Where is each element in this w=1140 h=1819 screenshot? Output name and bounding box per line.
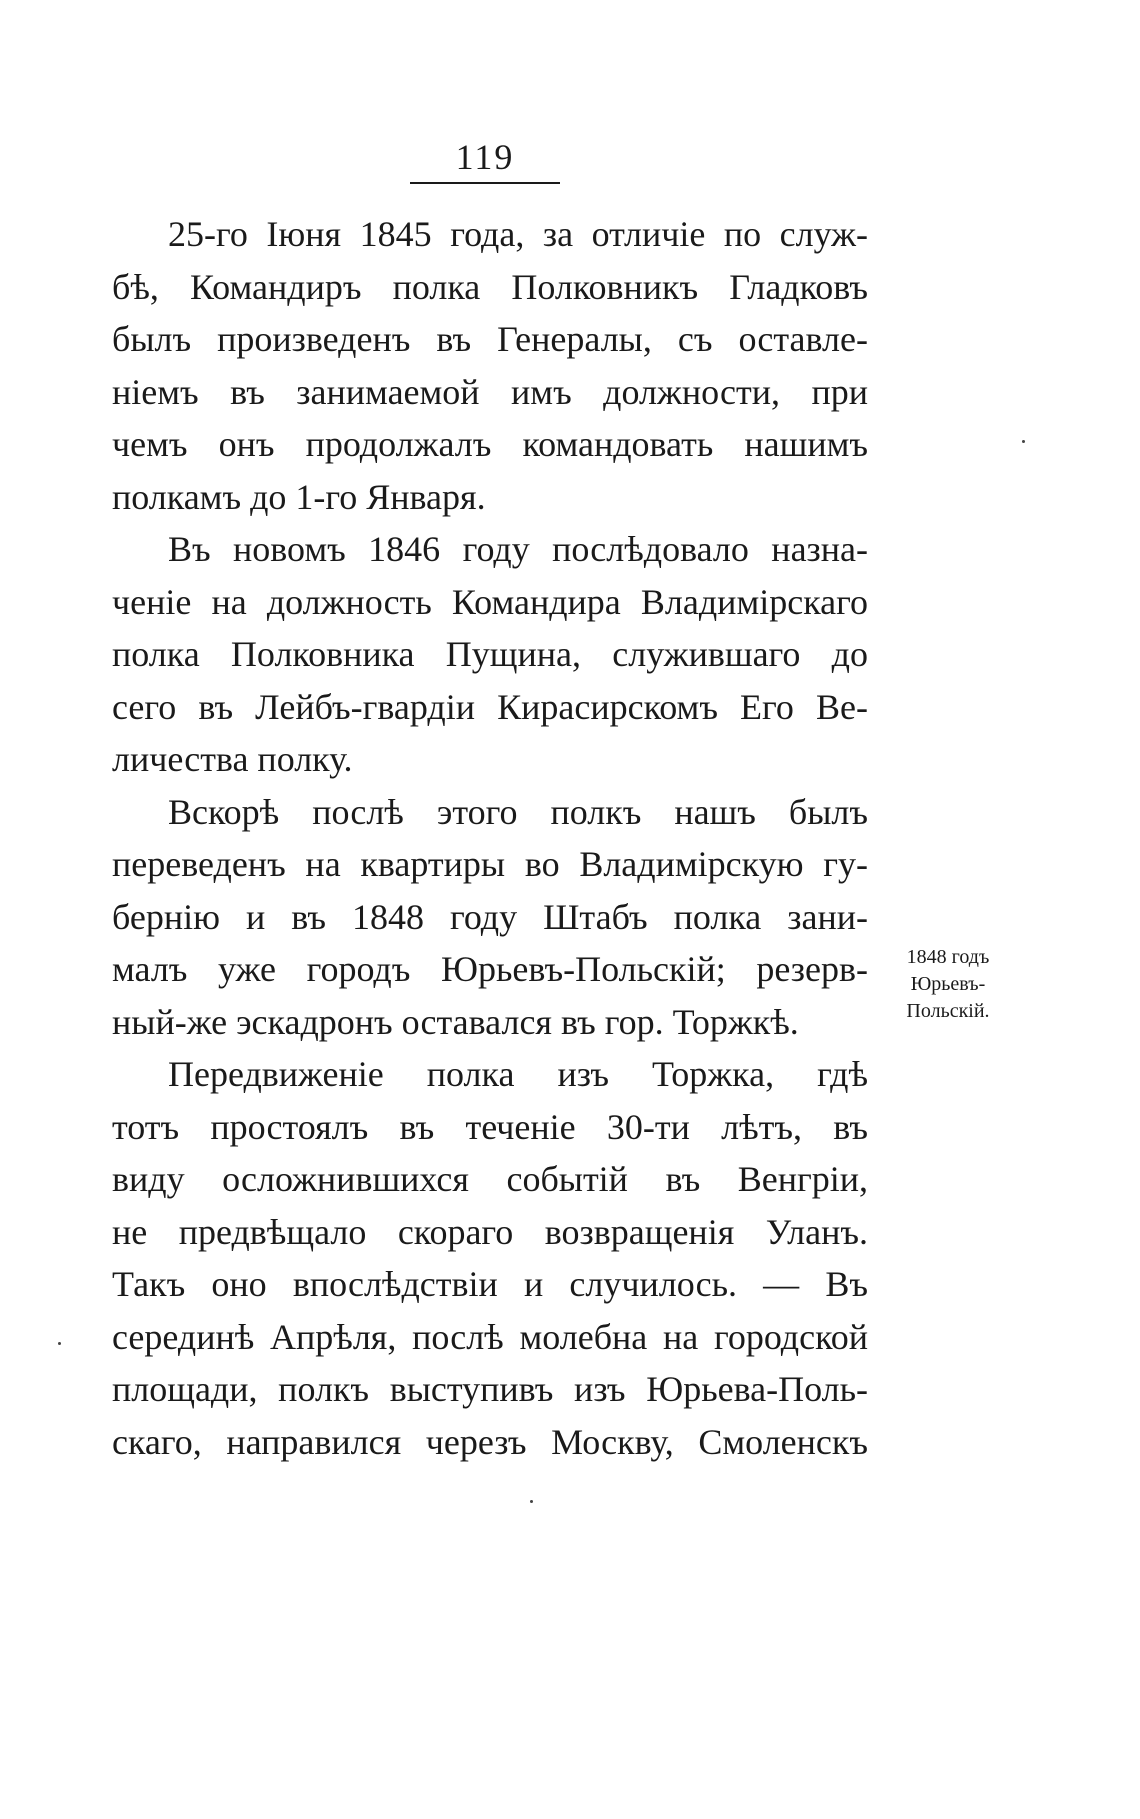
text-line: переведенъ на квартиры во Владимірскую гу-	[112, 844, 868, 884]
text-line: площади, полкъ выступивъ изъ Юрьева-Поль-	[112, 1369, 868, 1409]
text-line: личества полку.	[112, 739, 353, 779]
text-line: полкамъ до 1-го Января.	[112, 476, 486, 517]
text-line: ніемъ въ занимаемой имъ должности, при	[112, 371, 868, 412]
text-line: Въ новомъ 1846 году послѣдовало назна-	[168, 529, 868, 569]
text-line: тотъ простоялъ въ теченіе 30-ти лѣтъ, въ	[112, 1106, 868, 1147]
margin-note-line: 1848 годъ	[906, 946, 990, 968]
text-line: былъ произведенъ въ Генералы, съ оставле-	[112, 319, 868, 359]
text-line: серединѣ Апрѣля, послѣ молебна на городской	[112, 1316, 868, 1357]
page-number: 119	[455, 137, 515, 177]
margin-note-line: Юрьевъ-	[910, 973, 986, 995]
text-line: ченіе на должность Командира Владимірскаго	[112, 581, 868, 622]
text-line: Вскорѣ послѣ этого полкъ нашъ былъ	[168, 791, 868, 832]
text-line: ный-же эскадронъ оставался въ гор. Торжкѣ.	[112, 1001, 799, 1042]
text-line: малъ уже городъ Юрьевъ-Польскій; резерв-	[112, 949, 868, 989]
text-line: Такъ оно впослѣдствіи и случилось. — Въ	[112, 1264, 868, 1304]
text-line: скаго, направился черезъ Москву, Смоленскъ	[112, 1421, 868, 1462]
text-line: не предвѣщало скораго возвращенія Уланъ.	[112, 1211, 868, 1252]
scan-speck	[530, 1500, 533, 1503]
text-line: бернію и въ 1848 году Штабъ полка зани-	[112, 896, 868, 937]
margin-note	[878, 944, 1018, 1025]
scan-speck	[58, 1342, 61, 1345]
page-number-rule	[410, 182, 560, 184]
text-line: Передвиженіе полка изъ Торжка, гдѣ	[168, 1054, 868, 1094]
body-text	[112, 208, 868, 1468]
text-line: бѣ, Командиръ полка Полковникъ Гладковъ	[112, 266, 868, 307]
text-line: чемъ онъ продолжалъ командовать нашимъ	[112, 424, 868, 464]
margin-note-line: Польскій.	[906, 1000, 990, 1022]
text-line: виду осложнившихся событій въ Венгріи,	[112, 1159, 868, 1199]
text-line: сего въ Лейбъ-гвардіи Кирасирскомъ Его Ве-	[112, 686, 868, 727]
text-line: 25-го Іюня 1845 года, за отличіе по служ-	[168, 214, 868, 254]
text-line: полка Полковника Пущина, служившаго до	[112, 634, 868, 674]
scan-speck	[1022, 440, 1025, 443]
